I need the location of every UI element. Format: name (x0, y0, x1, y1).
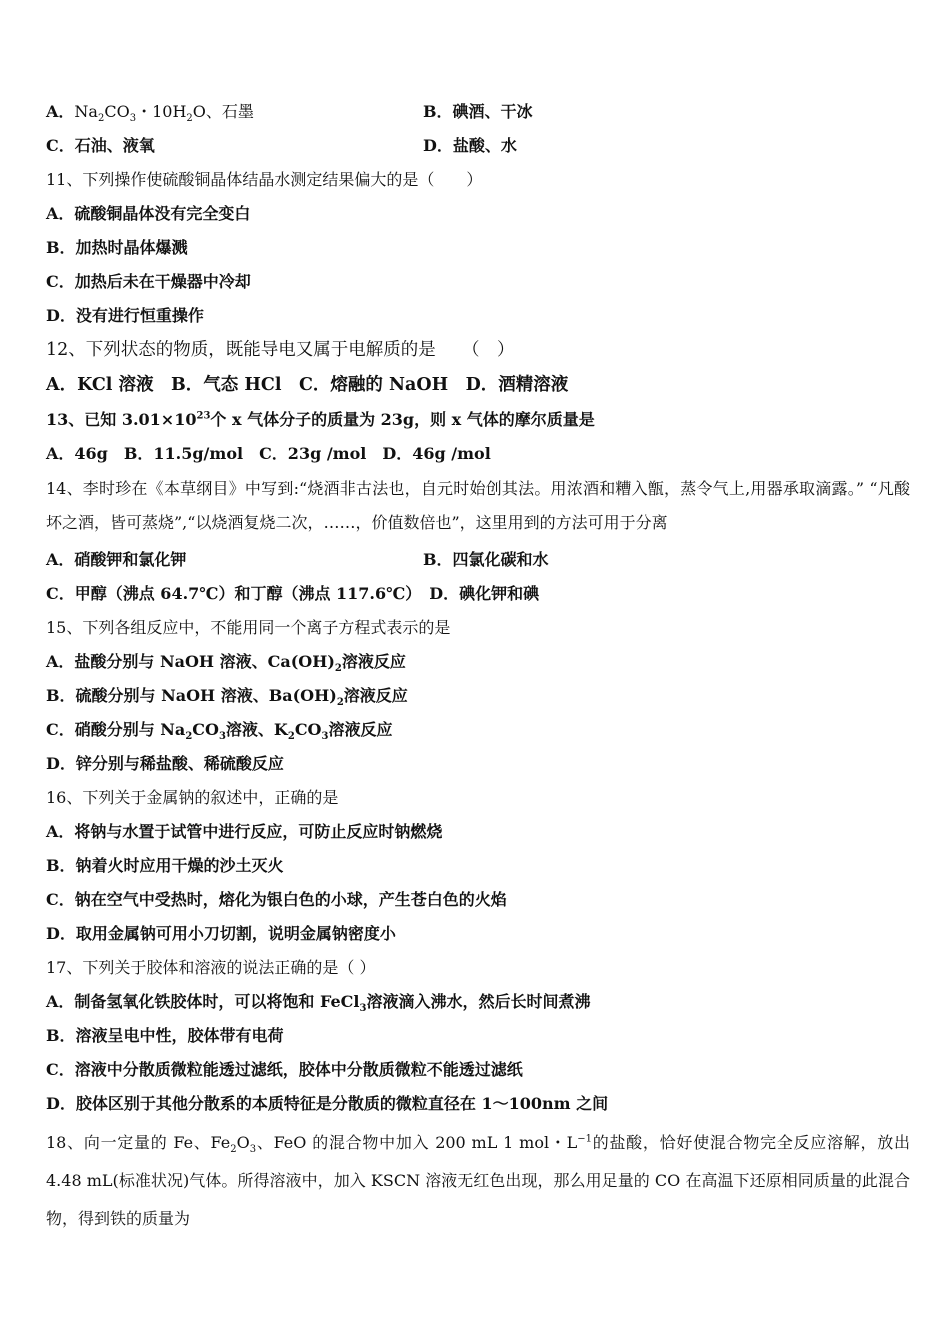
q12-stem: 12、下列状态的物质，既能导电又属于电解质的是 （ ） (46, 340, 515, 360)
q10-option-b: B．碘酒、干冰 (423, 102, 533, 121)
q16-option-d: D．取用金属钠可用小刀切割，说明金属钠密度小 (46, 924, 396, 943)
q14-option-b: B．四氯化碳和水 (423, 550, 549, 569)
q16-option-b: B．钠着火时应用干燥的沙土灭火 (46, 856, 284, 875)
q10-row-ab (46, 102, 910, 125)
q15-option-a: A．盐酸分别与 NaOH 溶液、$Ca(OH)_2$溶液反应 (46, 652, 406, 675)
q17-stem: 17、下列关于胶体和溶液的说法正确的是（ ） (46, 958, 376, 977)
q16-option-c: C．钠在空气中受热时，熔化为银白色的小球，产生苍白色的火焰 (46, 890, 507, 909)
q10-row-cd (46, 136, 910, 156)
q14-option-a: A．硝酸钾和氯化钾 (46, 550, 187, 569)
q14-stem: 14、李时珍在《本草纲目》中写到:“烧酒非古法也，自元时始创其法。用浓酒和糟入甑，蒸令气上,用器承取滴露。” “凡酸坏之酒，皆可蒸烧”,“以烧酒复烧二次，……，价值数倍也”，这里用到的方法可用于分离 (46, 479, 910, 532)
q14-row-cd: C．甲醇（沸点 64.7℃）和丁醇（沸点 117.6℃） D．碘化钾和碘 (46, 584, 540, 603)
q17-option-b: B．溶液呈电中性，胶体带有电荷 (46, 1026, 284, 1045)
q11-option-b: B．加热时晶体爆溅 (46, 238, 188, 257)
q12-options: A．KCl 溶液 B．气态 HCl C．熔融的 NaOH D．酒精溶液 (46, 375, 569, 395)
q11-option-d: D．没有进行恒重操作 (46, 306, 204, 325)
q11-option-c: C．加热后未在干燥器中冷却 (46, 272, 251, 291)
q10-option-d: D．盐酸、水 (423, 136, 517, 155)
q16-stem: 16、下列关于金属钠的叙述中，正确的是 (46, 788, 339, 807)
q11-option-a: A．硫酸铜晶体没有完全变白 (46, 204, 251, 223)
q13-options: A．46g B．11.5g/mol C．23g /mol D．46g /mol (46, 444, 491, 463)
q14-row-ab (46, 550, 910, 570)
q15-option-c: C．硝酸分别与 $Na_2CO_3$溶液、$K_2CO_3$溶液反应 (46, 720, 393, 743)
q17-option-c: C．溶液中分散质微粒能透过滤纸，胶体中分散质微粒不能透过滤纸 (46, 1060, 523, 1079)
q17-option-d: D．胶体区别于其他分散系的本质特征是分散质的微粒直径在 1～100nm 之间 (46, 1094, 609, 1113)
q18-stem: 18、向一定量的 Fe、$Fe_2O_3$、FeO 的混合物中加入 200 mL 1 mol・$L^{-1}$的盐酸，恰好使混合物完全反应溶解，放出 4.48 mL(标准状况)气体。所得溶液中，加入 KSCN 溶液无红色出现，那么用足量的 CO 在高温下还原相同质量的此混合物，得到铁的质量为 (46, 1133, 910, 1228)
q15-stem: 15、下列各组反应中，不能用同一个离子方程式表示的是 (46, 618, 451, 637)
q10-option-c: C．石油、液氧 (46, 136, 155, 155)
q13-stem: 13、已知 $3.01\times 10^{23}$个 x 气体分子的质量为 23g，则 x 气体的摩尔质量是 (46, 410, 595, 429)
q17-option-a: A．制备氢氧化铁胶体时，可以将饱和 FeCl$_3$溶液滴入沸水，然后长时间煮沸 (46, 992, 591, 1015)
q16-option-a: A．将钠与水置于试管中进行反应，可防止反应时钠燃烧 (46, 822, 443, 841)
q15-option-b: B．硫酸分别与 NaOH 溶液、$Ba(OH)_2$溶液反应 (46, 686, 408, 709)
q10-option-a: A．$Na_2CO_3$・$10H_2O$、石墨 (46, 102, 254, 125)
q11-stem: 11、下列操作使硫酸铜晶体结晶水测定结果偏大的是（ ） (46, 170, 483, 189)
q15-option-d: D．锌分别与稀盐酸、稀硫酸反应 (46, 754, 284, 773)
